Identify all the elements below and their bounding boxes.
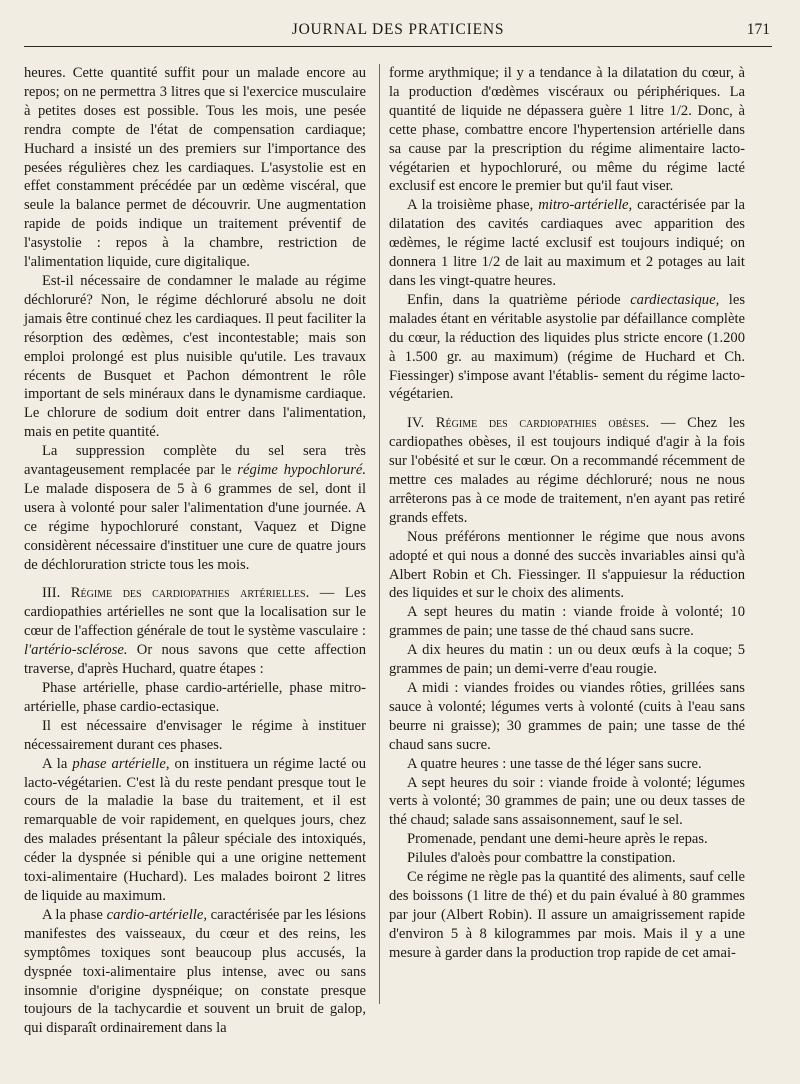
paragraph [24,442,366,574]
section-heading: III. Régime des cardiopathies artérielles. [42,585,310,602]
running-header [24,18,772,47]
paragraph [24,906,366,1038]
right-column [389,64,745,963]
text-run: caractérisée par les lésions manifestes des vaisseaux, du cœur et des reins, les symptômes toxiques sont beaucoup plus accusés, la dyspnée toxi-alimentaire plus intense, avec ou sans insomnie d'origine dyspnéique; on constate presque toujours de la tachycardie et souvent un bruit de galop, qui disparaît ordinairement dans la [24,906,366,1037]
emphasis: phase artérielle, [72,755,170,772]
text-run: les malades étant en véritable asystolie par défaillance complète du cœur, la réduction des liquides plus stricte encore (1.200 à 1.500 gr. au maximum) (régime de Huchard et Ch. Fiessinger) s'impose avant l'établis- sement du régime lacto-végétarien. [389,291,745,403]
text-run: Or nous savons que cette affection traverse, d'après Huchard, quatre étapes : [24,642,366,678]
paragraph: Ce régime ne règle pas la quantité des aliments, sauf celle des boissons (1 litre de thé) et du pain évalué à 80 grammes par jour (Albert Robin). Il assure un amaigrissement rapide d'environ 5 à 8 kilogrammes par mois. Mais il y a une mesure à garder dans la production trop rapide de cet amai- [389,869,745,961]
paragraph: A sept heures du soir : viande froide à volonté; légumes verts à volonté; 30 grammes de pain; une ou deux tasses de thé chaud; salade sans assaisonnement, sauf le sel. [389,774,745,829]
page-number: 171 [746,21,770,38]
paragraph: Promenade, pendant une demi-heure après le repas. [407,831,708,848]
text-run: on instituera un régime lacté ou lacto-végétarien. C'est là du reste pendant presque tout le cours de la maladie la base du traitement, et il est remarquable de voir rapidement, en quelques jours, chez des malades présentant la pâleur spéciale des intoxiqués, céder la dyspnée si pénible qui a une origine nettement toxi-alimentaire (Huchard). Les malades boiront 2 litres de liquide au maximum. [24,755,367,904]
text-run: caractérisée par la dilatation des cavités cardiaques avec apparition des œdèmes, le régime lacté exclusif est toujours indiqué; on donnera 1 litre 1/2 de lait au maximum et 2 potages au lait dans les vingt-quatre heures. [389,197,745,289]
text-run: A la [42,755,73,772]
paragraph [389,291,745,404]
paragraph: Il est nécessaire d'envisager le régime à instituer nécessairement durant ces phases. [24,717,366,753]
paragraph: A midi : viandes froides ou viandes rôties, grillées sans sauce à volonté; légumes verts à volonté (cuits à l'eau sans beurre ni graisse); 30 grammes de pain; une tasse de thé chaud sans sucre. [389,680,745,753]
paragraph: Phase artérielle, phase cardio-artérielle, phase mitro-artérielle, phase cardio-ectasique. [24,680,366,715]
section-heading: IV. Régime des cardiopathies obèses. [407,415,650,432]
paragraph: Nous préférons mentionner le régime que nous avons adopté et qui nous a donné des succès invariables ainsi qu'à Albert Robin et Ch. Fiessinger. Il s'appuiesur la réduction des liquides et sur le choix des aliments. [389,528,745,602]
emphasis: cardiectasique, [630,291,720,308]
text-run: A la phase [42,906,107,923]
left-column [24,64,366,1038]
paragraph: Est-il nécessaire de condamner le malade au régime déchloruré? Non, le régime déchloruré absolu ne doit jamais être continué chez les cardiaques. Il peut faciliter la résorption des œdèmes, c'est incontestable; mais son emploi prolongé est plus nuisible qu'utile. Les travaux récents de Busquet et Pachon démontrent le rôle important de sels minéraux dans le dynamisme cardiaque. Le chlorure de sodium doit entrer dans l'alimentation, mais en petite quantité. [24,272,366,441]
paragraph: A dix heures du matin : un ou deux œufs à la coque; 5 grammes de pain; un demi-verre d'eau rougie. [389,642,745,678]
emphasis: mitro-artérielle, [538,197,633,214]
text-run: — Les cardiopathies artérielles ne sont que la localisation sur le cœur de l'affection générale de tout le système vasculaire : [24,585,366,640]
paragraph: Pilules d'aloès pour combattre la constipation. [407,850,676,867]
paragraph: A quatre heures : une tasse de thé léger sans sucre. [407,755,702,772]
section-paragraph [389,414,745,527]
journal-title: JOURNAL DES PRATICIENS [291,21,505,38]
text-run: La suppression complète du sel sera très avantageusement remplacée par le [24,443,366,479]
paragraph [389,196,745,291]
paragraph: forme arythmique; il y a tendance à la dilatation du cœur, à la production d'œdèmes viscéraux ou périphériques. La quantité de liquide ne dépassera guère 1 litre 1/2. Donc, à cette phase, combattre encore l'hypertension artérielle dans sa cause par la prescription du régime alimentaire lacto-végétarien et hypochloruré, ou même du régime lacté exclusif est encore le premier but qu'il faut viser. [389,65,745,195]
paragraph [24,755,366,906]
emphasis: régime hypochloruré. [237,462,366,479]
emphasis: l'artério-sclérose. [24,642,128,659]
text-run: A la troisième phase, [407,197,539,214]
column-divider [379,64,380,1004]
text-run: — Chez les cardiopathes obèses, il est toujours indiqué d'agir à la fois sur l'obésité et sur le cœur. On a recommandé récemment de mettre ces malades au régime déchloruré; nous ne nous arrêterons pas à ce mode de traitement, n'en ayant pas retiré grands effets. [389,415,745,526]
text-run: Enfin, dans la quatrième période [407,291,631,308]
text-run: Le malade disposera de 5 à 6 grammes de sel, dont il usera à volonté pour saler l'alimentation d'une journée. A ce régime hypochloruré constant, Vaquez et Digne considèrent nécessaire d'instituer une cure de quatre jours de déchloruration stricte tous les mois. [24,480,366,573]
paragraph: A sept heures du matin : viande froide à volonté; 10 grammes de pain; une tasse de thé chaud sans sucre. [389,604,745,640]
paragraph: heures. Cette quantité suffit pour un malade encore au repos; on ne permettra 3 litres que si l'exercice musculaire à petites doses est possible. Tous les mois, une pesée rendra compte de l'état de compensation cardiaque; Huchard a insisté un des premiers sur l'importance des pesées régulières chez les cardiaques. L'asystolie est en effet constamment précédée par un œdème viscéral, que seule la balance permet de découvrir. Une augmentation rapide de poids indique un traitement préventif de l'asystolie : repos à la chambre, restriction de l'alimentation liquide, cure digitalique. [24,65,366,271]
emphasis: cardio-artérielle, [106,906,207,923]
section-paragraph [24,584,366,679]
